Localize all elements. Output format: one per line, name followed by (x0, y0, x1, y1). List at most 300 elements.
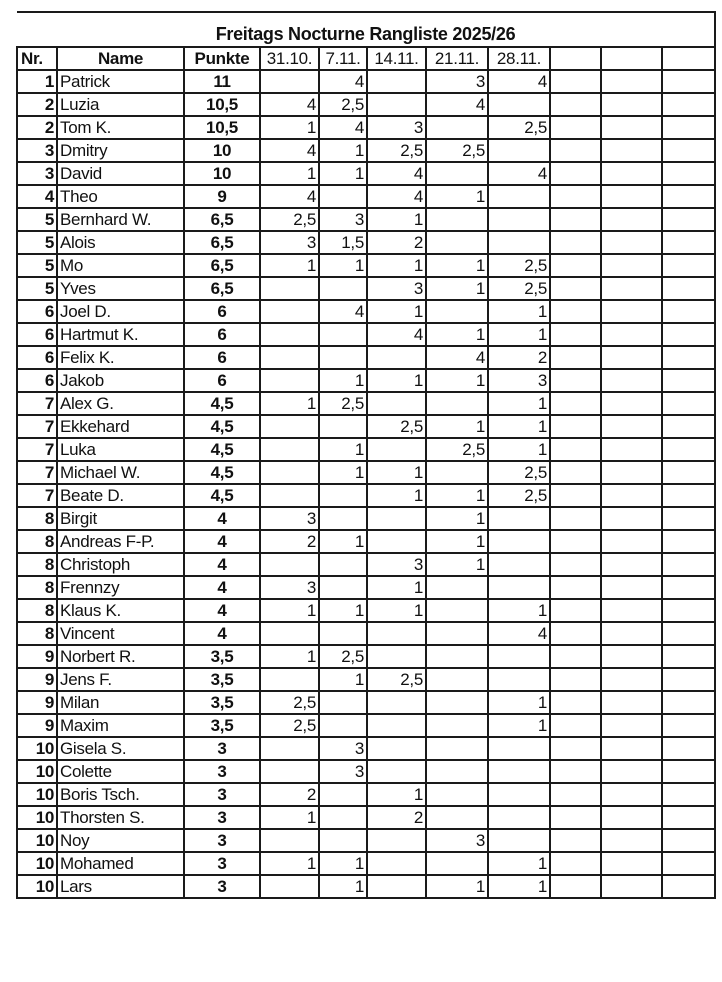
points-cell: 4,5 (184, 392, 260, 415)
score-cell (319, 783, 367, 806)
score-cell (260, 70, 319, 93)
score-cell: 1 (426, 507, 488, 530)
empty-cell (550, 622, 601, 645)
score-cell (426, 208, 488, 231)
empty-cell (601, 300, 662, 323)
header-date: 14.11. (367, 47, 426, 70)
rank-cell: 5 (17, 208, 57, 231)
name-cell: Yves (57, 277, 184, 300)
score-cell (260, 760, 319, 783)
empty-cell (601, 185, 662, 208)
empty-cell (601, 438, 662, 461)
table-row (17, 346, 715, 369)
name-cell: Dmitry (57, 139, 184, 162)
name-cell: Theo (57, 185, 184, 208)
empty-cell (550, 93, 601, 116)
header-date-empty (662, 47, 715, 70)
score-cell (488, 737, 550, 760)
score-cell: 2,5 (426, 139, 488, 162)
score-cell: 1 (488, 300, 550, 323)
name-cell: Jens F. (57, 668, 184, 691)
score-cell (488, 231, 550, 254)
empty-cell (601, 507, 662, 530)
empty-cell (550, 852, 601, 875)
points-cell: 4 (184, 622, 260, 645)
empty-cell (662, 116, 715, 139)
rank-cell: 7 (17, 461, 57, 484)
empty-cell (601, 737, 662, 760)
points-cell: 6 (184, 300, 260, 323)
header-row (17, 47, 715, 70)
points-cell: 6 (184, 323, 260, 346)
empty-cell (601, 208, 662, 231)
points-cell: 11 (184, 70, 260, 93)
empty-cell (601, 369, 662, 392)
empty-cell (550, 323, 601, 346)
table-title: Freitags Nocturne Rangliste 2025/26 (17, 12, 715, 47)
points-cell: 3,5 (184, 714, 260, 737)
score-cell (488, 760, 550, 783)
empty-cell (662, 323, 715, 346)
name-cell: Gisela S. (57, 737, 184, 760)
score-cell (426, 645, 488, 668)
score-cell (367, 438, 426, 461)
score-cell: 4 (367, 185, 426, 208)
table-row (17, 484, 715, 507)
score-cell (260, 346, 319, 369)
score-cell (488, 507, 550, 530)
points-cell: 4,5 (184, 461, 260, 484)
rank-cell: 2 (17, 93, 57, 116)
empty-cell (662, 277, 715, 300)
score-cell (260, 323, 319, 346)
empty-cell (601, 783, 662, 806)
name-cell: Andreas F-P. (57, 530, 184, 553)
empty-cell (601, 714, 662, 737)
name-cell: Michael W. (57, 461, 184, 484)
empty-cell (550, 576, 601, 599)
rank-cell: 9 (17, 691, 57, 714)
score-cell: 3 (488, 369, 550, 392)
score-cell: 1,5 (319, 231, 367, 254)
name-cell: Luka (57, 438, 184, 461)
score-cell: 1 (367, 461, 426, 484)
score-cell: 3 (367, 553, 426, 576)
score-cell (319, 507, 367, 530)
score-cell (367, 875, 426, 898)
score-cell: 1 (319, 875, 367, 898)
score-cell: 1 (426, 875, 488, 898)
score-cell: 2,5 (367, 668, 426, 691)
name-cell: Alex G. (57, 392, 184, 415)
rank-cell: 9 (17, 668, 57, 691)
empty-cell (662, 553, 715, 576)
score-cell (367, 852, 426, 875)
name-cell: Joel D. (57, 300, 184, 323)
rank-cell: 8 (17, 553, 57, 576)
empty-cell (662, 622, 715, 645)
rank-cell: 3 (17, 162, 57, 185)
score-cell (260, 438, 319, 461)
rank-cell: 4 (17, 185, 57, 208)
header-points: Punkte (184, 47, 260, 70)
name-cell: Christoph (57, 553, 184, 576)
score-cell: 1 (488, 323, 550, 346)
empty-cell (601, 760, 662, 783)
score-cell (488, 530, 550, 553)
score-cell: 1 (426, 415, 488, 438)
points-cell: 6 (184, 346, 260, 369)
score-cell: 1 (319, 530, 367, 553)
points-cell: 10 (184, 162, 260, 185)
empty-cell (601, 852, 662, 875)
score-cell: 1 (260, 599, 319, 622)
score-cell (367, 691, 426, 714)
empty-cell (550, 70, 601, 93)
empty-cell (662, 668, 715, 691)
empty-cell (550, 461, 601, 484)
name-cell: Luzia (57, 93, 184, 116)
score-cell (260, 484, 319, 507)
rank-cell: 9 (17, 645, 57, 668)
empty-cell (662, 875, 715, 898)
empty-cell (601, 392, 662, 415)
score-cell: 1 (319, 461, 367, 484)
score-cell: 3 (367, 277, 426, 300)
empty-cell (601, 415, 662, 438)
name-cell: Beate D. (57, 484, 184, 507)
rank-cell: 9 (17, 714, 57, 737)
empty-cell (550, 162, 601, 185)
score-cell: 1 (367, 484, 426, 507)
score-cell: 1 (488, 875, 550, 898)
name-cell: Norbert R. (57, 645, 184, 668)
name-cell: Vincent (57, 622, 184, 645)
name-cell: Alois (57, 231, 184, 254)
empty-cell (550, 783, 601, 806)
table-row (17, 622, 715, 645)
table-row (17, 139, 715, 162)
table-row (17, 599, 715, 622)
empty-cell (550, 116, 601, 139)
score-cell (488, 139, 550, 162)
name-cell: David (57, 162, 184, 185)
points-cell: 3 (184, 852, 260, 875)
rank-cell: 10 (17, 875, 57, 898)
score-cell: 1 (488, 438, 550, 461)
score-cell: 1 (319, 852, 367, 875)
header-nr: Nr. (17, 47, 57, 70)
score-cell: 1 (260, 806, 319, 829)
score-cell: 3 (319, 208, 367, 231)
empty-cell (550, 139, 601, 162)
empty-cell (601, 484, 662, 507)
table-row (17, 231, 715, 254)
score-cell (426, 760, 488, 783)
score-cell (488, 185, 550, 208)
score-cell (260, 415, 319, 438)
empty-cell (601, 116, 662, 139)
empty-cell (601, 576, 662, 599)
score-cell (488, 806, 550, 829)
empty-cell (550, 392, 601, 415)
rank-cell: 2 (17, 116, 57, 139)
score-cell: 1 (319, 254, 367, 277)
table-row (17, 461, 715, 484)
empty-cell (662, 530, 715, 553)
rank-cell: 8 (17, 599, 57, 622)
points-cell: 6,5 (184, 208, 260, 231)
score-cell (319, 484, 367, 507)
header-date-empty (550, 47, 601, 70)
empty-cell (662, 829, 715, 852)
score-cell: 3 (426, 70, 488, 93)
name-cell: Colette (57, 760, 184, 783)
table-row (17, 116, 715, 139)
rank-cell: 5 (17, 277, 57, 300)
empty-cell (662, 300, 715, 323)
score-cell: 4 (260, 93, 319, 116)
table-row (17, 300, 715, 323)
empty-cell (662, 852, 715, 875)
score-cell: 1 (319, 438, 367, 461)
table-row (17, 185, 715, 208)
score-cell (260, 875, 319, 898)
empty-cell (662, 70, 715, 93)
score-cell (367, 622, 426, 645)
name-cell: Lars (57, 875, 184, 898)
table-row (17, 507, 715, 530)
table-row (17, 530, 715, 553)
score-cell (426, 300, 488, 323)
ranking-table (16, 11, 716, 899)
empty-cell (601, 875, 662, 898)
score-cell: 1 (260, 852, 319, 875)
score-cell: 1 (260, 645, 319, 668)
score-cell (426, 599, 488, 622)
empty-cell (662, 254, 715, 277)
name-cell: Ekkehard (57, 415, 184, 438)
empty-cell (550, 668, 601, 691)
rank-cell: 6 (17, 300, 57, 323)
empty-cell (662, 231, 715, 254)
score-cell: 1 (367, 300, 426, 323)
name-cell: Maxim (57, 714, 184, 737)
points-cell: 6,5 (184, 254, 260, 277)
empty-cell (662, 576, 715, 599)
rank-cell: 10 (17, 737, 57, 760)
score-cell (260, 461, 319, 484)
empty-cell (601, 70, 662, 93)
table-row (17, 277, 715, 300)
score-cell (319, 346, 367, 369)
score-cell (367, 829, 426, 852)
table-row (17, 438, 715, 461)
table-row (17, 668, 715, 691)
empty-cell (550, 254, 601, 277)
score-cell: 1 (319, 369, 367, 392)
score-cell: 1 (488, 691, 550, 714)
score-cell (426, 162, 488, 185)
score-cell: 2,5 (367, 415, 426, 438)
score-cell (319, 714, 367, 737)
score-cell (319, 185, 367, 208)
empty-cell (601, 277, 662, 300)
score-cell (426, 852, 488, 875)
score-cell (488, 645, 550, 668)
empty-cell (550, 530, 601, 553)
name-cell: Felix K. (57, 346, 184, 369)
empty-cell (550, 507, 601, 530)
empty-cell (601, 622, 662, 645)
empty-cell (550, 185, 601, 208)
header-date: 7.11. (319, 47, 367, 70)
score-cell: 1 (426, 530, 488, 553)
empty-cell (550, 369, 601, 392)
empty-cell (601, 323, 662, 346)
score-cell: 2,5 (488, 484, 550, 507)
empty-cell (662, 507, 715, 530)
score-cell: 4 (367, 162, 426, 185)
empty-cell (662, 599, 715, 622)
score-cell: 1 (319, 668, 367, 691)
empty-cell (601, 691, 662, 714)
score-cell: 1 (426, 254, 488, 277)
table-row (17, 392, 715, 415)
points-cell: 3 (184, 760, 260, 783)
score-cell (260, 737, 319, 760)
empty-cell (550, 438, 601, 461)
name-cell: Hartmut K. (57, 323, 184, 346)
score-cell: 2 (367, 806, 426, 829)
score-cell: 1 (426, 369, 488, 392)
empty-cell (601, 254, 662, 277)
points-cell: 4,5 (184, 438, 260, 461)
rank-cell: 8 (17, 622, 57, 645)
name-cell: Tom K. (57, 116, 184, 139)
empty-cell (601, 829, 662, 852)
score-cell: 1 (426, 323, 488, 346)
score-cell: 4 (319, 300, 367, 323)
score-cell (488, 783, 550, 806)
score-cell (426, 622, 488, 645)
empty-cell (550, 645, 601, 668)
score-cell: 1 (426, 553, 488, 576)
empty-cell (550, 875, 601, 898)
name-cell: Noy (57, 829, 184, 852)
rank-cell: 10 (17, 783, 57, 806)
score-cell (426, 668, 488, 691)
table-row (17, 691, 715, 714)
score-cell: 2,5 (488, 461, 550, 484)
score-cell (260, 300, 319, 323)
score-cell: 1 (426, 277, 488, 300)
table-row (17, 829, 715, 852)
rank-cell: 10 (17, 806, 57, 829)
empty-cell (550, 346, 601, 369)
score-cell (367, 70, 426, 93)
rank-cell: 5 (17, 254, 57, 277)
score-cell (319, 277, 367, 300)
rank-cell: 6 (17, 369, 57, 392)
points-cell: 3 (184, 829, 260, 852)
empty-cell (550, 599, 601, 622)
score-cell: 1 (319, 139, 367, 162)
score-cell: 2,5 (319, 645, 367, 668)
score-cell (426, 576, 488, 599)
name-cell: Birgit (57, 507, 184, 530)
empty-cell (662, 806, 715, 829)
score-cell (319, 829, 367, 852)
rank-cell: 1 (17, 70, 57, 93)
score-cell (488, 93, 550, 116)
empty-cell (550, 484, 601, 507)
header-date: 31.10. (260, 47, 319, 70)
score-cell: 3 (260, 576, 319, 599)
score-cell: 1 (367, 208, 426, 231)
rank-cell: 7 (17, 438, 57, 461)
name-cell: Bernhard W. (57, 208, 184, 231)
score-cell: 4 (426, 346, 488, 369)
empty-cell (550, 760, 601, 783)
rank-cell: 8 (17, 507, 57, 530)
score-cell: 1 (488, 599, 550, 622)
points-cell: 6 (184, 369, 260, 392)
score-cell (488, 208, 550, 231)
score-cell (426, 231, 488, 254)
points-cell: 4,5 (184, 484, 260, 507)
score-cell (260, 553, 319, 576)
rank-cell: 5 (17, 231, 57, 254)
score-cell (260, 277, 319, 300)
empty-cell (550, 277, 601, 300)
score-cell (367, 530, 426, 553)
empty-cell (550, 231, 601, 254)
score-cell: 2,5 (488, 116, 550, 139)
points-cell: 4,5 (184, 415, 260, 438)
score-cell: 2,5 (319, 392, 367, 415)
table-row (17, 737, 715, 760)
score-cell: 4 (260, 139, 319, 162)
score-cell (426, 461, 488, 484)
score-cell: 1 (367, 599, 426, 622)
table-row (17, 369, 715, 392)
empty-cell (662, 760, 715, 783)
score-cell: 4 (426, 93, 488, 116)
table-row (17, 576, 715, 599)
rank-cell: 3 (17, 139, 57, 162)
score-cell (319, 806, 367, 829)
empty-cell (662, 208, 715, 231)
table-row (17, 806, 715, 829)
score-cell: 1 (367, 254, 426, 277)
score-cell (488, 553, 550, 576)
points-cell: 3 (184, 783, 260, 806)
score-cell: 4 (319, 70, 367, 93)
score-cell: 3 (319, 737, 367, 760)
name-cell: Mohamed (57, 852, 184, 875)
table-row (17, 760, 715, 783)
empty-cell (601, 139, 662, 162)
name-cell: Klaus K. (57, 599, 184, 622)
rank-cell: 6 (17, 346, 57, 369)
points-cell: 10,5 (184, 93, 260, 116)
empty-cell (550, 553, 601, 576)
points-cell: 10 (184, 139, 260, 162)
score-cell (260, 622, 319, 645)
empty-cell (601, 599, 662, 622)
header-date-empty (601, 47, 662, 70)
